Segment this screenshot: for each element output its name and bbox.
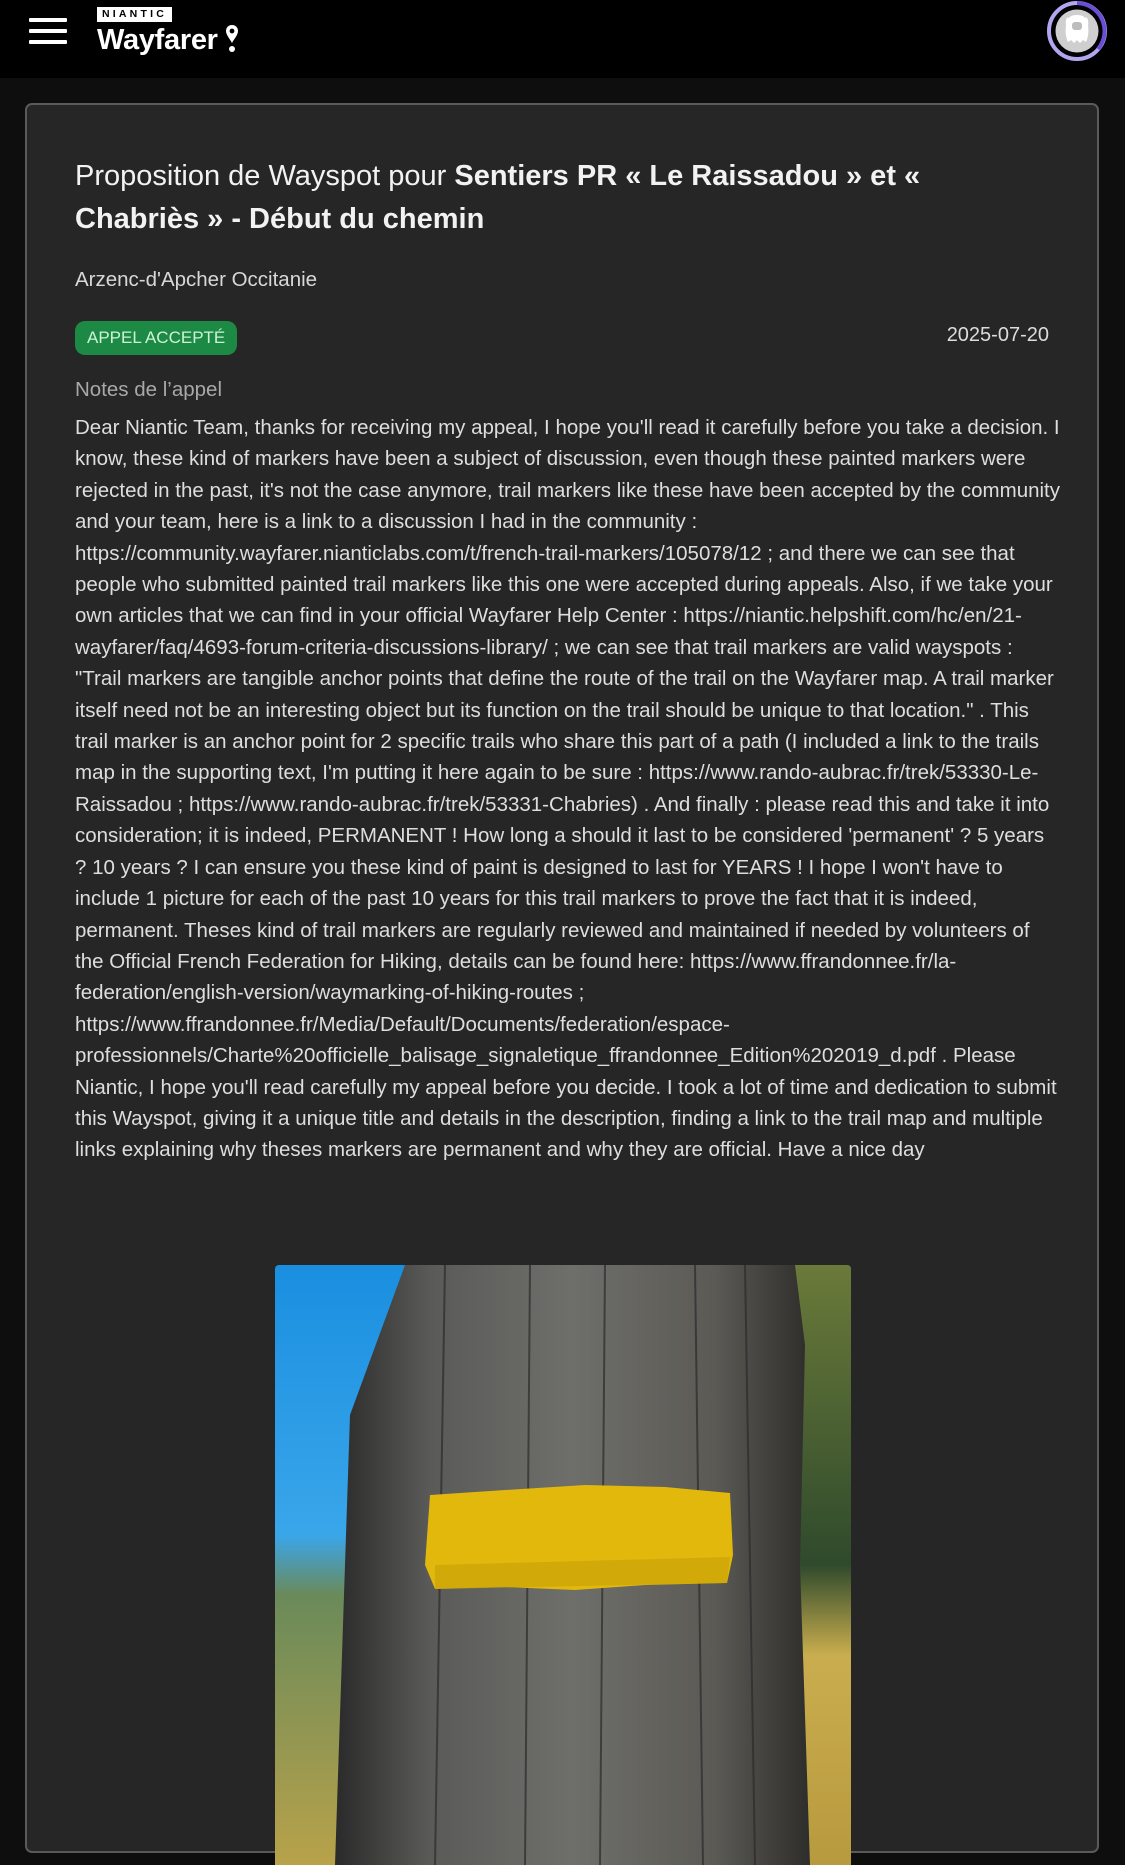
hamburger-menu-icon[interactable] <box>29 16 67 46</box>
wayfarer-wordmark: Wayfarer <box>97 24 218 56</box>
wayspot-name: Sentiers PR « Le Raissadou » et « Chabriès » - Début du chemin <box>75 160 921 235</box>
appeal-date: 2025-07-20 <box>946 324 1049 346</box>
menu-line <box>29 29 67 33</box>
status-badge: APPEL ACCEPTÉ <box>75 321 237 355</box>
top-navigation-bar <box>0 0 1125 78</box>
location-pin-icon <box>225 24 239 54</box>
wayspot-location: Arzenc-d'Apcher Occitanie <box>75 268 318 291</box>
page-title <box>75 155 1005 241</box>
menu-line <box>29 18 67 22</box>
wayspot-photo[interactable] <box>275 1265 851 1865</box>
notes-label: Notes de l’appel <box>75 378 223 401</box>
user-avatar-icon[interactable] <box>1046 0 1108 62</box>
appeal-notes-text: Dear Niantic Team, thanks for receiving my appeal, I hope you'll read it carefully before you take a decision. I know, these kind of markers have been a subject of discussion, even though these painted markers were rejected in the past, it's not the case anymore, trail markers like these have been accepted by the community and your team, here is a link to a discussion I had in the community : https://community.wayfarer.nianticlabs.com/t/french-trail-markers/105078/12 ; and there we can see that people who submitted painted trail markers like this one were accepted during appeals. Also, if we take your own articles that we can find in your official Wayfarer Help Center : https://niantic.helpshift.com/hc/en/21-wayfarer/faq/4693-forum-criteria-discussions-library/ ; we can see that trail markers are valid wayspots : "Trail markers are tangible anchor points that define the route of the trail on the Wayfarer map. A trail marker itself need not be an interesting object but its function on the trail should be unique to that location." . This trail marker is an anchor point for 2 specific trails who share this part of a path (I included a link to the trails map in the supporting text, I'm putting it here again to be sure : https://www.rando-aubrac.fr/trek/53330-Le-Raissadou ; https://www.rando-aubrac.fr/trek/53331-Chabries) . And finally : please read this and take it into consideration; it is indeed, PERMANENT ! How long a should it last to be considered 'permanent' ? 5 years ? 10 years ? I can ensure you these kind of paint is designed to last for YEARS ! I hope I won't have to include 1 picture for each of the past 10 years for this trail markers to prove the fact that it is indeed, permanent. Theses kind of trail markers are regularly reviewed and maintained if needed by volunteers of the Official French Federation for Hiking, details can be found here: https://www.ffrandonnee.fr/la-federation/english-version/waymarking-of-hiking-routes ; https://www.ffrandonnee.fr/Media/Default/Documents/federation/espace-professionnels/Charte%20officielle_balisage_signaletique_ffrandonnee_Edition%202019_d.pdf . Please Niantic, I hope you'll read carefully my appeal before you decide. I took a lot of time and dedication to submit this Wayspot, giving it a unique title and details in the description, finding a link to the trail map and multiple links explaining why theses markers are permanent and why they are official. Have a nice day <box>75 416 1061 1162</box>
niantic-wordmark: NIANTIC <box>97 7 172 22</box>
menu-line <box>29 40 67 44</box>
wayfarer-logo[interactable] <box>97 7 247 57</box>
title-prefix: Proposition de Wayspot pour <box>75 160 455 192</box>
appeal-card <box>25 103 1099 1853</box>
